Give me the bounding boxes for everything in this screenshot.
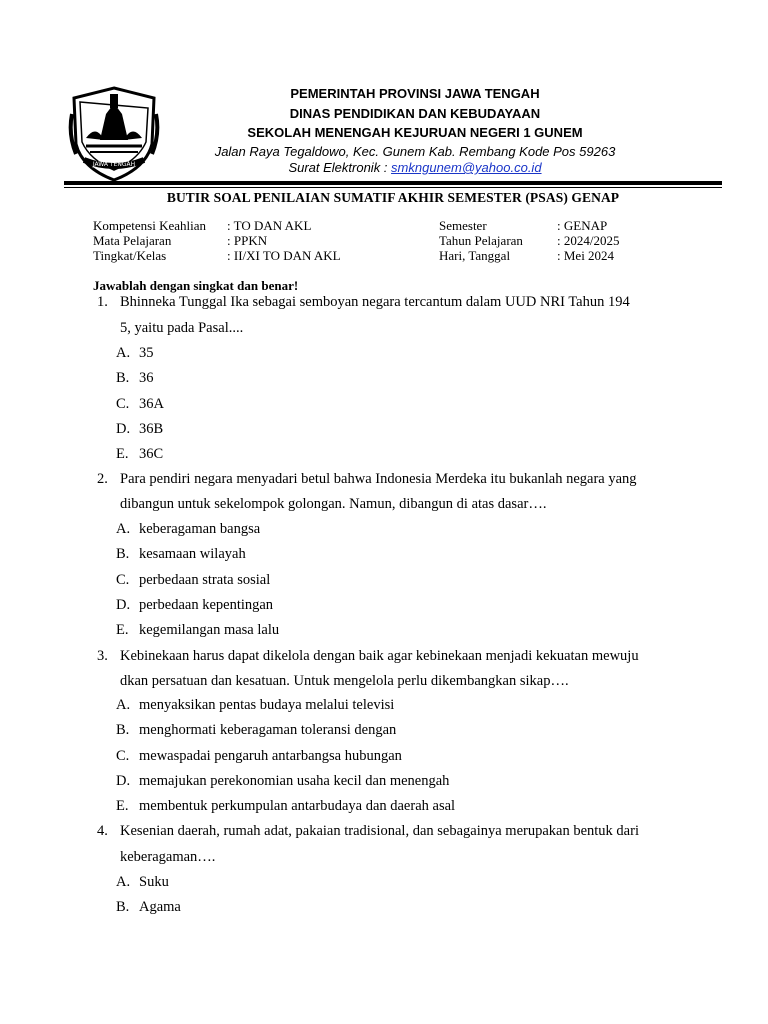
- school-address: Jalan Raya Tegaldowo, Kec. Gunem Kab. Rembang Kode Pos 59263: [214, 144, 616, 159]
- meta-value-kompetensi: : TO DAN AKL: [227, 218, 312, 233]
- letterhead: [150, 86, 680, 178]
- question-text-continued: dkan persatuan dan kesatuan. Untuk mengelola perlu dikembangkan sikap….: [120, 673, 569, 689]
- option-letter: B.: [116, 722, 130, 738]
- option-letter: C.: [116, 396, 130, 412]
- email-label: Surat Elektronik :: [288, 160, 392, 175]
- meta-value-mapel: : PPKN: [227, 233, 268, 248]
- option-letter: A.: [116, 697, 131, 713]
- school-name: SEKOLAH MENENGAH KEJURUAN NEGERI 1 GUNEM: [247, 125, 583, 140]
- option-letter: E.: [116, 798, 129, 814]
- option-text: kegemilangan masa lalu: [139, 622, 280, 638]
- agency-name: DINAS PENDIDIKAN DAN KEBUDAYAAN: [289, 106, 541, 121]
- option-text: Suku: [139, 874, 169, 890]
- option-text: menghormati keberagaman toleransi dengan: [139, 722, 397, 738]
- option-text: 36C: [139, 446, 164, 462]
- question-text: Bhinneka Tunggal Ika sebagai semboyan negara tercantum dalam UUD NRI Tahun 194: [120, 294, 630, 310]
- option-text: keberagaman bangsa: [139, 521, 261, 537]
- question-number: 4.: [97, 823, 108, 839]
- option-text: kesamaan wilayah: [139, 546, 246, 562]
- question-number: 1.: [97, 294, 108, 310]
- question-text-continued: 5, yaitu pada Pasal....: [120, 320, 244, 336]
- question-text: Kebinekaan harus dapat dikelola dengan baik agar kebinekaan menjadi kekuatan mewuju: [120, 648, 639, 664]
- option-letter: A.: [116, 521, 131, 537]
- meta-label-kelas: Tingkat/Kelas: [93, 248, 167, 263]
- meta-label-kompetensi: Kompetensi Keahlian: [93, 218, 206, 233]
- option-text: Agama: [139, 899, 181, 915]
- email-link[interactable]: smkngunem@yahoo.co.id: [391, 160, 542, 175]
- option-letter: C.: [116, 572, 130, 588]
- option-text: perbedaan kepentingan: [139, 597, 274, 613]
- instruction: Jawablah dengan singkat dan benar!: [93, 278, 299, 293]
- meta-value-kelas: : II/XI TO DAN AKL: [227, 248, 341, 263]
- option-text: mewaspadai pengaruh antarbangsa hubungan: [139, 748, 402, 764]
- meta-label-tahun: Tahun Pelajaran: [439, 233, 523, 248]
- option-letter: B.: [116, 370, 130, 386]
- question-text: Kesenian daerah, rumah adat, pakaian tradisional, dan sebagainya merupakan bentuk dari: [120, 823, 639, 839]
- option-text: 36B: [139, 421, 164, 437]
- option-letter: A.: [116, 345, 131, 361]
- meta-value-tanggal: : Mei 2024: [557, 248, 615, 263]
- meta-value-semester: : GENAP: [557, 218, 608, 233]
- school-email-line: [150, 160, 680, 175]
- government-name: PEMERINTAH PROVINSI JAWA TENGAH: [290, 86, 540, 101]
- question-number: 2.: [97, 471, 108, 487]
- option-letter: B.: [116, 546, 130, 562]
- option-text: 36: [139, 370, 154, 386]
- question-number: 3.: [97, 648, 108, 664]
- jawa-tengah-crest-logo: [66, 84, 162, 184]
- option-letter: C.: [116, 748, 130, 764]
- meta-label-semester: Semester: [439, 218, 487, 233]
- option-letter: E.: [116, 622, 129, 638]
- question-text-continued: keberagaman….: [120, 849, 216, 865]
- option-letter: D.: [116, 421, 131, 437]
- meta-label-tanggal: Hari, Tanggal: [439, 248, 511, 263]
- header-divider-thick: [64, 181, 722, 185]
- document-title: BUTIR SOAL PENILAIAN SUMATIF AKHIR SEMESTER (PSAS) GENAP: [166, 190, 620, 205]
- option-letter: D.: [116, 773, 131, 789]
- meta-label-mapel: Mata Pelajaran: [93, 233, 172, 248]
- meta-value-tahun: : 2024/2025: [557, 233, 620, 248]
- svg-text:JAWA TENGAH: JAWA TENGAH: [92, 161, 136, 168]
- question-text: Para pendiri negara menyadari betul bahwa Indonesia Merdeka itu bukanlah negara yang: [120, 471, 637, 487]
- option-text: 35: [139, 345, 154, 361]
- header-divider-thin: [64, 187, 722, 188]
- option-text: memajukan perekonomian usaha kecil dan menengah: [139, 773, 450, 789]
- option-text: 36A: [139, 396, 164, 412]
- option-letter: E.: [116, 446, 129, 462]
- option-letter: A.: [116, 874, 131, 890]
- option-letter: D.: [116, 597, 131, 613]
- option-text: membentuk perkumpulan antarbudaya dan daerah asal: [139, 798, 456, 814]
- option-text: perbedaan strata sosial: [139, 572, 271, 588]
- option-letter: B.: [116, 899, 130, 915]
- question-text-continued: dibangun untuk sekelompok golongan. Namun, dibangun di atas dasar….: [120, 496, 547, 512]
- option-text: menyaksikan pentas budaya melalui televisi: [139, 697, 395, 713]
